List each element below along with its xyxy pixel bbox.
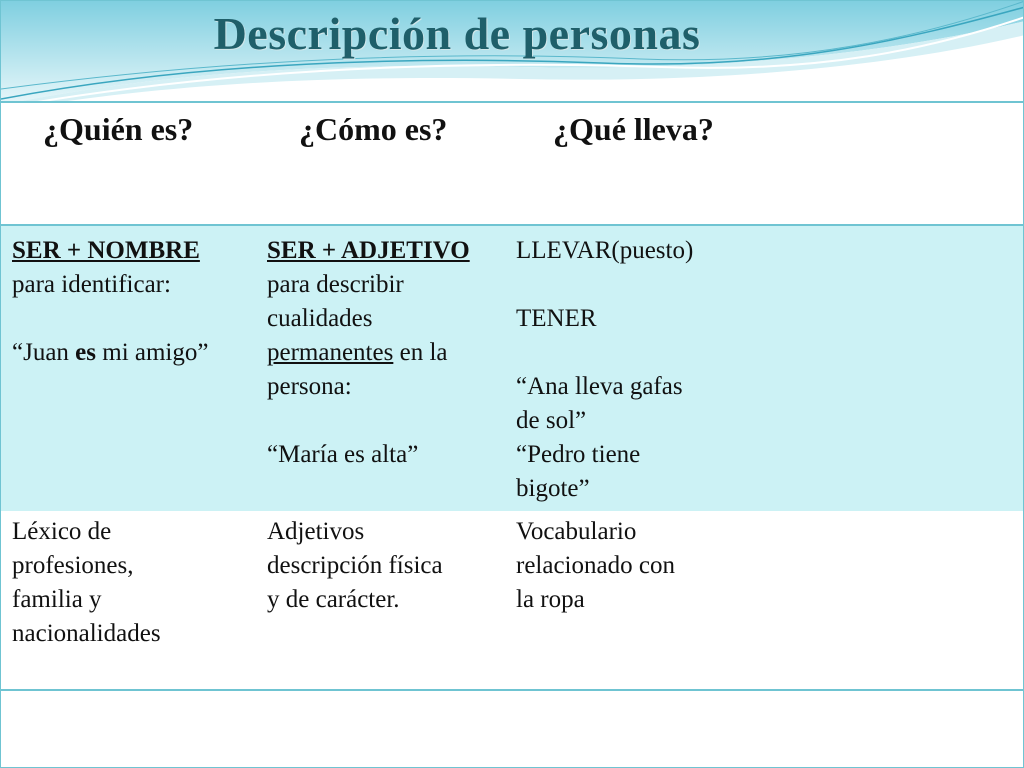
column-header-como: ¿Cómo es? — [299, 111, 448, 147]
rule-label: SER + ADJETIVO — [267, 237, 470, 264]
vocabulary-cell-ropa: Vocabulario relacionado con la ropa — [516, 518, 675, 613]
example-sentence: de sol” — [516, 407, 587, 434]
rule-label: LLEVAR(puesto) — [516, 237, 694, 264]
vocabulary-cell-adjetivos: Adjetivos descripción física y de carácter. — [267, 518, 443, 613]
table-header-row — [1, 101, 1024, 224]
example-sentence: “Juan es mi amigo” — [12, 339, 209, 366]
rule-description: cualidades — [267, 305, 373, 332]
example-sentence: “Pedro tiene — [516, 441, 641, 468]
description-table — [1, 101, 1024, 768]
example-sentence: “María es alta” — [267, 441, 419, 468]
page-title: Descripción de personas — [213, 8, 701, 59]
rule-description: persona: — [267, 373, 352, 400]
grammar-cell-ser-nombre — [12, 234, 256, 370]
example-sentence: bigote” — [516, 475, 590, 502]
column-header-que-lleva: ¿Qué lleva? — [553, 111, 714, 147]
grammar-cell-ser-adjetivo — [267, 234, 512, 472]
rule-label: TENER — [516, 305, 597, 332]
grammar-row — [1, 224, 1024, 511]
column-header-quien: ¿Quién es? — [43, 111, 194, 147]
example-sentence: “Ana lleva gafas — [516, 373, 683, 400]
rule-description: para describir — [267, 271, 404, 298]
empty-row — [1, 689, 1024, 768]
vocabulary-row — [1, 511, 1024, 689]
rule-description: permanentes en la — [267, 339, 448, 366]
rule-label: SER + NOMBRE — [12, 237, 200, 264]
rule-description: para identificar: — [12, 271, 171, 298]
grammar-cell-llevar-tener — [516, 234, 746, 506]
vocabulary-cell-lexico: Léxico de profesiones, familia y nacionalidades — [12, 518, 161, 647]
